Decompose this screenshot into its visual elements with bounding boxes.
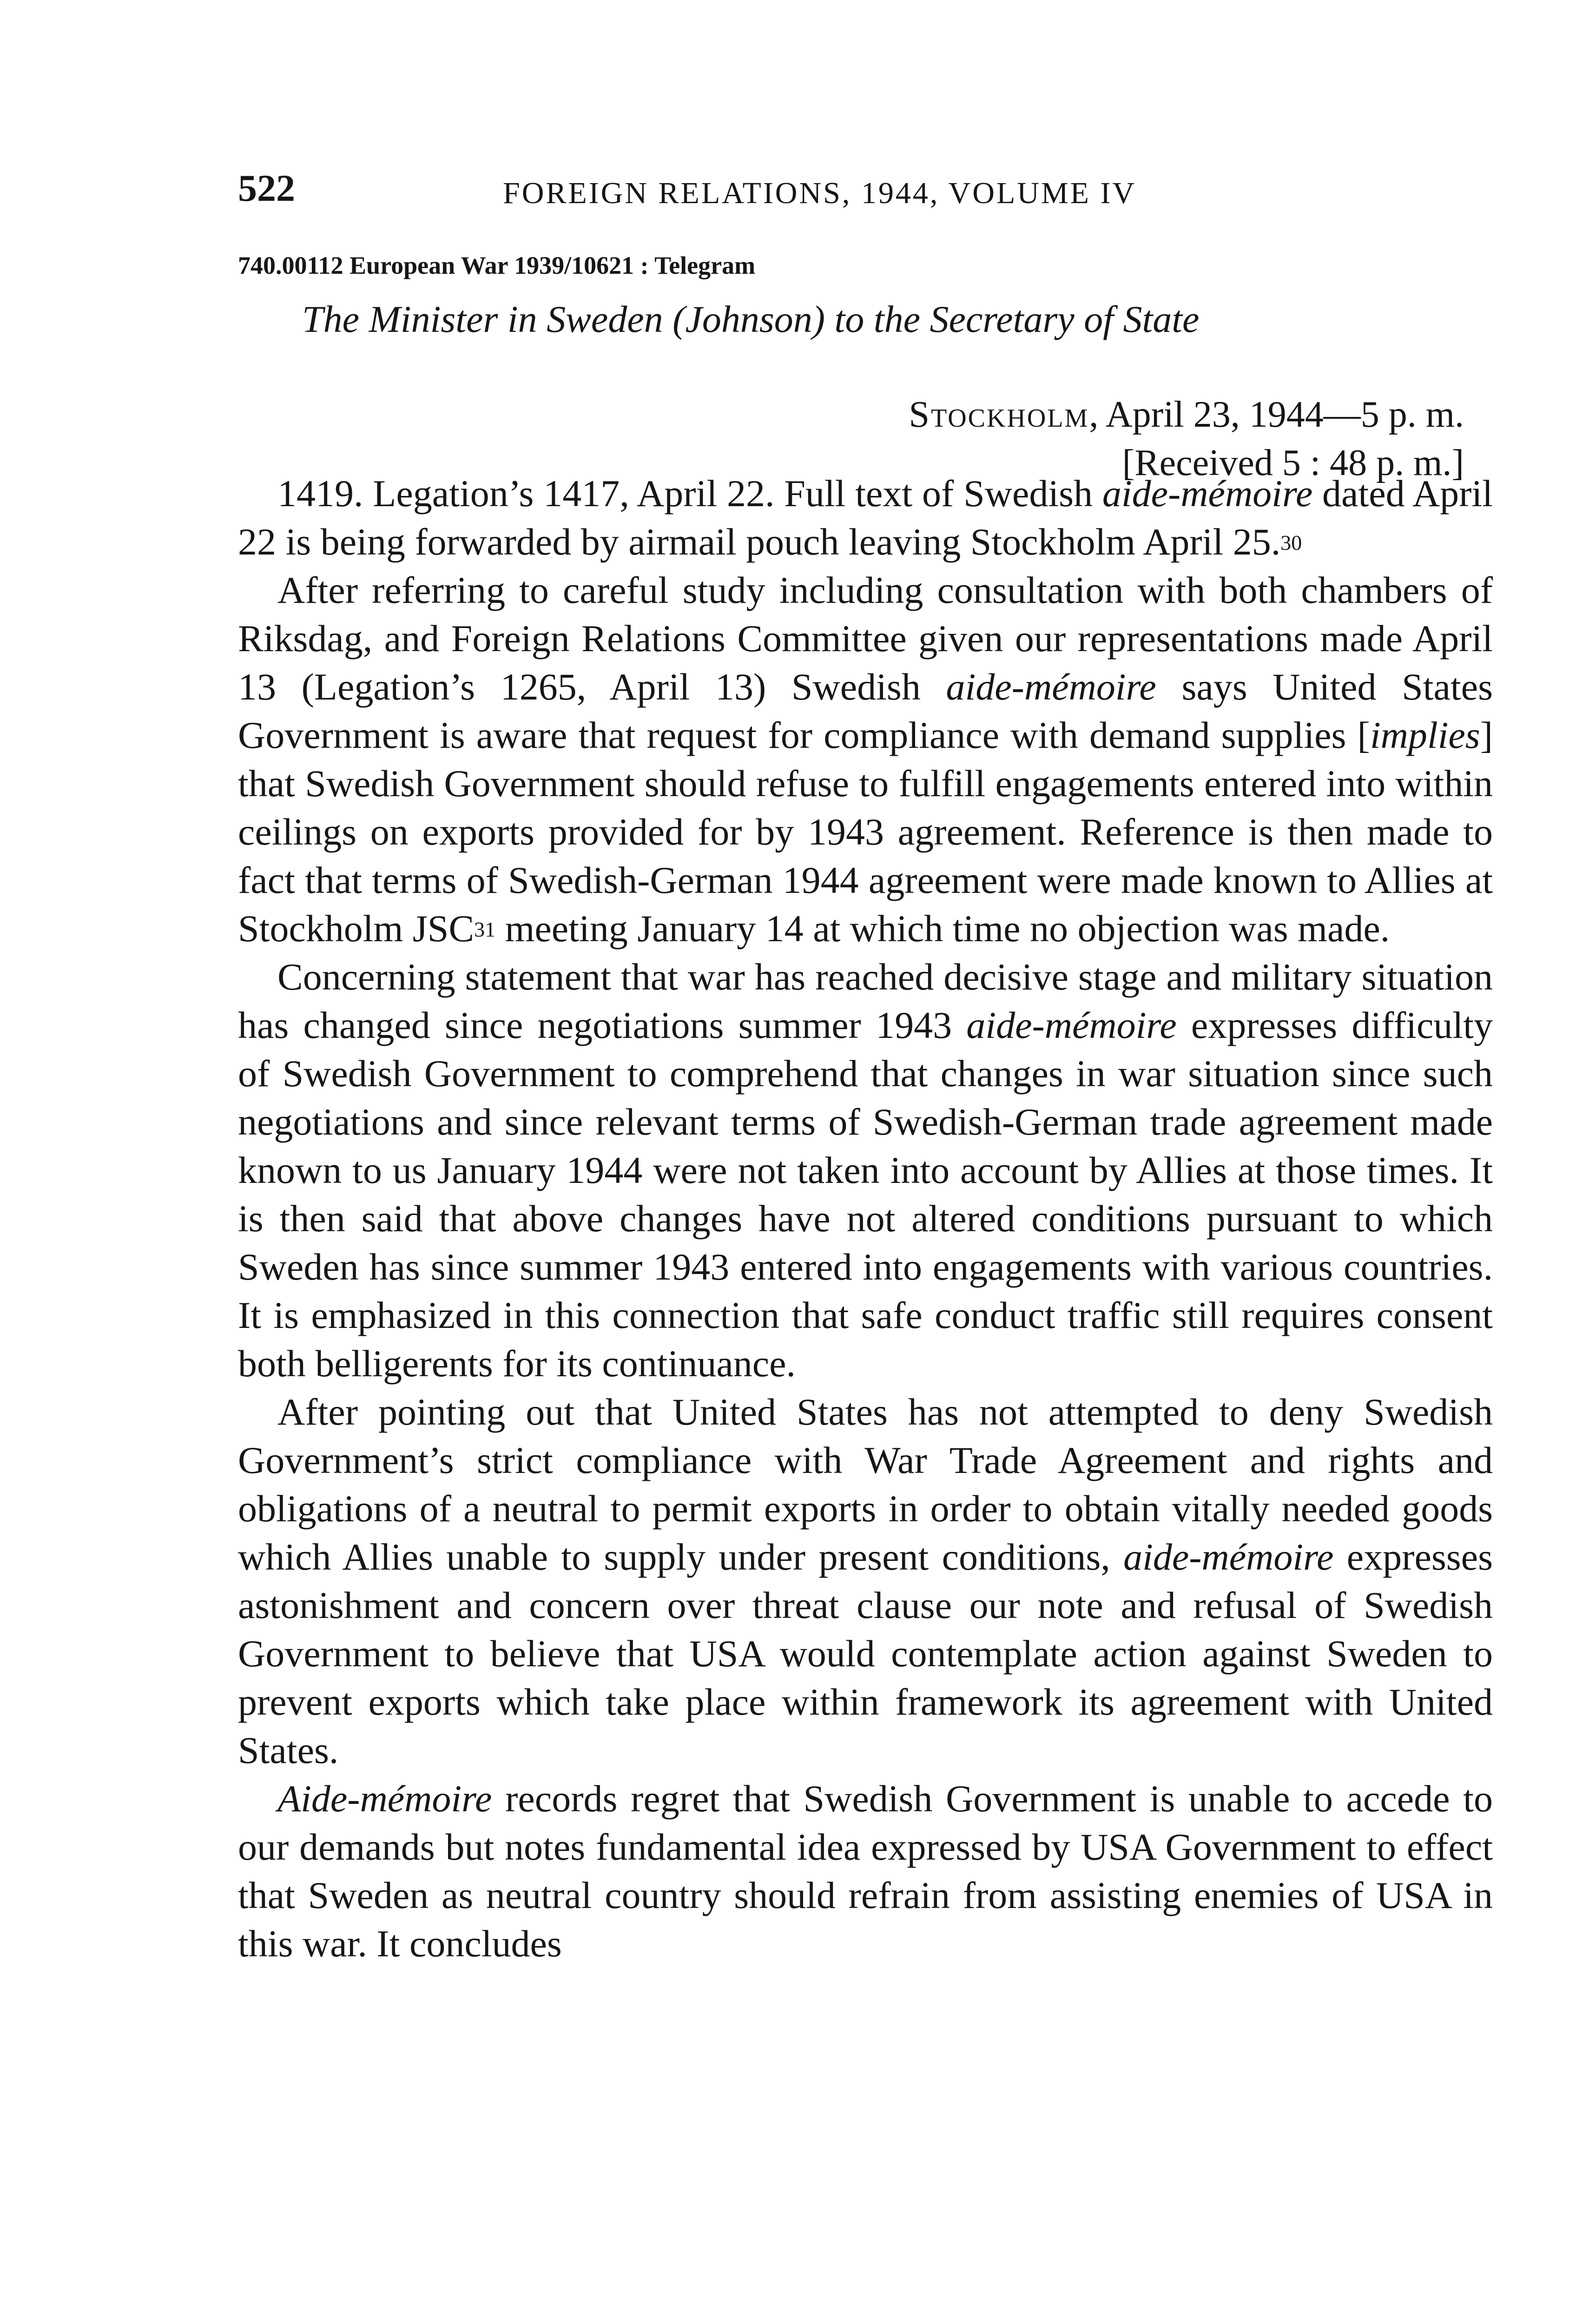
page-number: 522 (238, 167, 295, 209)
document-title: The Minister in Sweden (Johnson) to the Secretary of State (302, 298, 1200, 340)
dateline-sent (892, 390, 1464, 439)
telegram-body (238, 469, 1493, 1968)
paragraph-2: After referring to careful study including consultation with both chambers of Riksdag, and Foreign Relations Committee given our representations made April 13 (Legation’s 1265, April 13) Swedish aide-mémoire says United States Government is aware that request for compliance with demand supplies [implies] that Swedish Government should refuse to fulfill engagements entered into within ceilings on exports provided for by 1943 agreement. Reference is then made to fact that terms of Swedish-German 1944 agreement were made known to Allies at Stockholm JSC$^{31}$ meeting January 14 at which time no objection was made. (238, 569, 1493, 950)
page-header (238, 166, 1279, 222)
paragraph-4: After pointing out that United States has not attempted to deny Swedish Government’s strict compliance with War Trade Agreement and rights and obligations of a neutral to permit exports in order to obtain vitally needed goods which Allies unable to supply under present conditions, aide-mémoire expresses astonishment and concern over threat clause our note and refusal of Swedish Government to believe that USA would contemplate action against Sweden to prevent exports which take place within framework its agreement with United States. (238, 1391, 1493, 1771)
paragraph-1: 1419. Legation’s 1417, April 22. Full text of Swedish aide-mémoire dated April 22 is being forwarded by airmail pouch leaving Stockholm April 25.30 (238, 472, 1493, 563)
footnote-ref-30: 30 (1280, 531, 1302, 555)
dateline-date: , April 23, 1944—5 p. m. (1089, 394, 1464, 435)
running-head: FOREIGN RELATIONS, 1944, VOLUME IV (503, 176, 1137, 210)
footnote-ref-31: 31 (474, 918, 496, 941)
file-reference: 740.00112 European War 1939/10621 : Telegram (238, 251, 756, 279)
paragraph-5: Aide-mémoire records regret that Swedish Government is unable to accede to our demands but notes fundamental idea expressed by USA Government to effect that Sweden as neutral country should refrain from assisting enemies of USA in this war. It concludes (238, 1777, 1493, 1965)
dateline-received: [Received 5 : 48 p. m.] (1122, 442, 1464, 483)
paragraph-3: Concerning statement that war has reached decisive stage and military situation has changed since negotiations summer 1943 aide-mémoire expresses difficulty of Swedish Government to comprehend that changes in war situation since such negotiations and since relevant terms of Swedish-German trade agreement made known to us January 1944 were not taken into account by Allies at those times. It is then said that above changes have not altered conditions pursuant to which Sweden has since summer 1943 entered into engagements with various countries. It is emphasized in this connection that safe conduct traffic still requires consent both belligerents for its continuance. (238, 956, 1493, 1385)
dateline-city: Stockholm (909, 394, 1089, 435)
